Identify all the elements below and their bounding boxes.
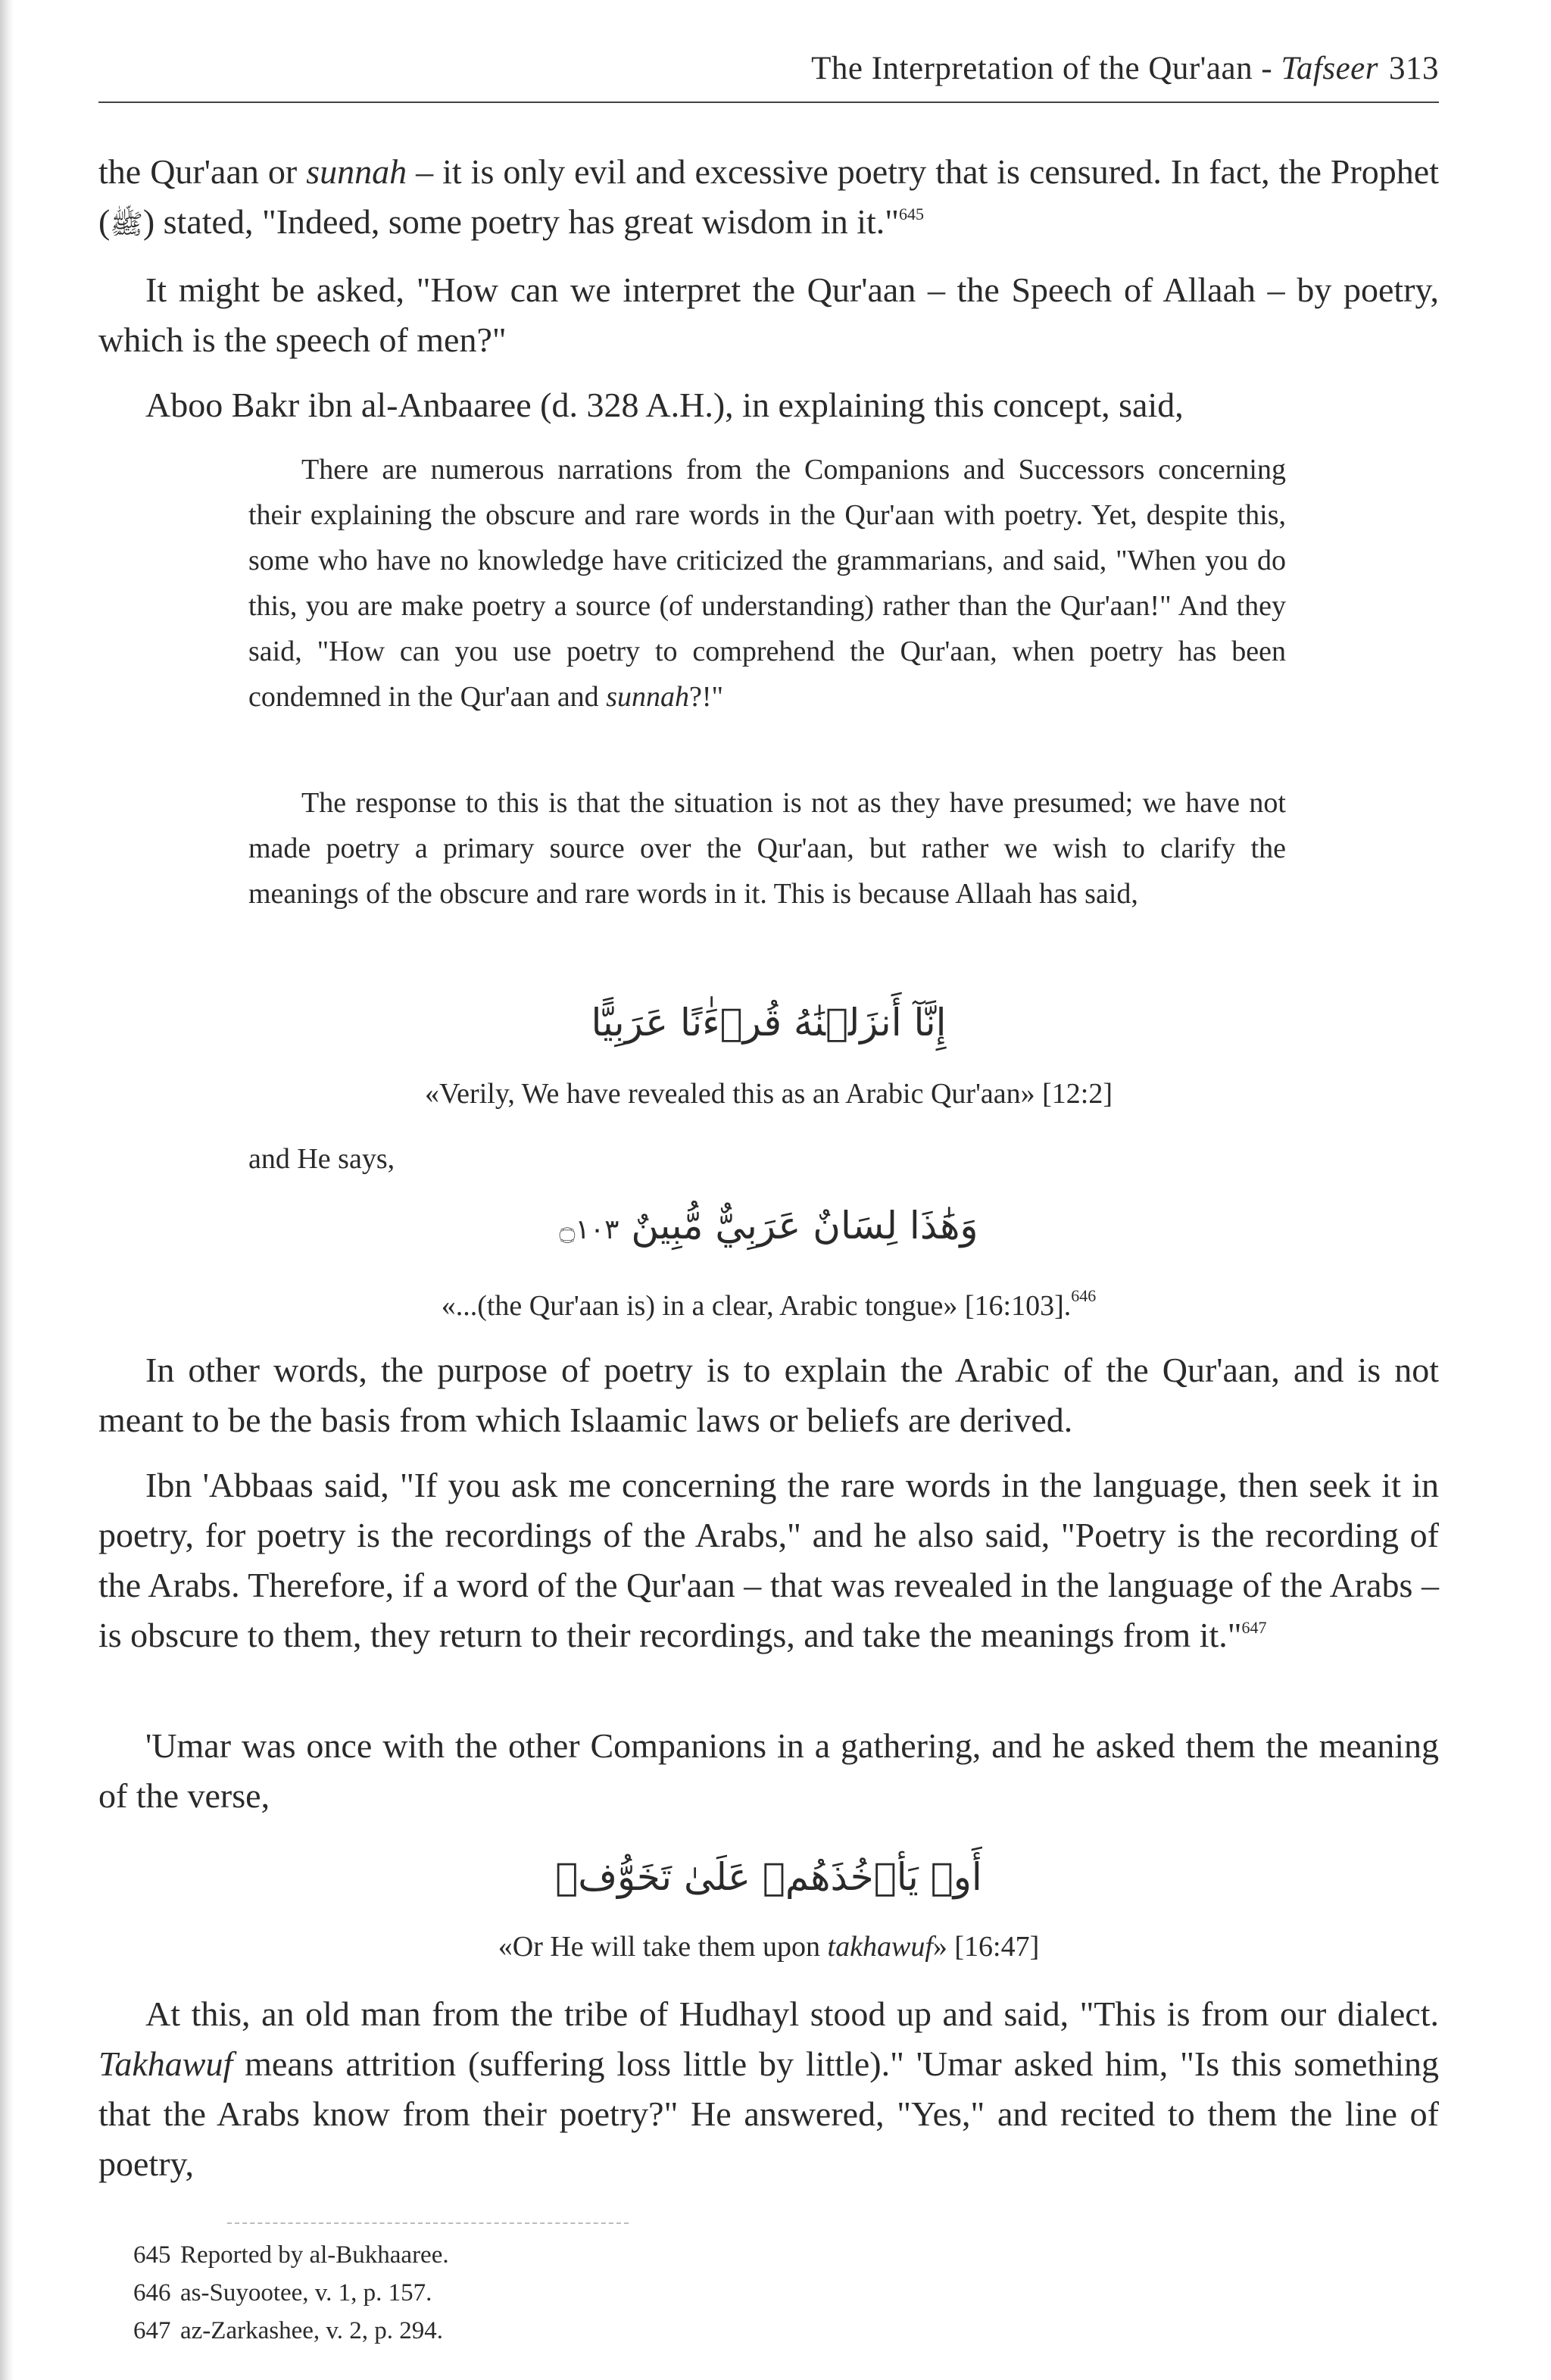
paragraph-7 [98,1989,1439,2189]
footnote-ref-646: 646 [1071,1286,1097,1305]
footnote-number: 646 [133,2279,171,2307]
block-quote-1-text-a: There are numerous narrations from the Companions and Successors concerning their explaining the obscure and rare words in the Qur'aan with poetry. Yet, despite this, some who have no knowledge have criticized the grammarians, and said, "When you do this, you are make poetry a source (of understanding) rather than the Qur'aan!" And they said, "How can you use poetry to comprehend the Qur'aan, when poetry has been condemned in the Qur'aan and [248,454,1286,713]
header-rule [98,102,1439,103]
paragraph-6: 'Umar was once with the other Companions in a gathering, and he asked them the meaning of the verse, [98,1726,1439,1815]
page-number: 313 [1389,51,1439,86]
arabic-verse-16-103 [98,1195,1439,1260]
verse-caption-16-103 [98,1285,1439,1327]
footnote-647 [133,2312,1269,2350]
arabic-verse-16-47: أَوۡ يَأۡخُذَهُمۡ عَلَىٰ تَخَوُّفٖ [555,1855,982,1899]
verse-caption-16-47-italic: takhawuf [827,1931,933,1963]
salutation-glyph: ﷺ [110,209,143,240]
paragraph-1 [98,147,1439,250]
paragraph-7-text-a: At this, an old man from the tribe of Hudhayl stood up and said, "This is from our dialect. [145,1994,1439,2033]
paragraph-4: In other words, the purpose of poetry is to explain the Arabic of the Qur'aan, and is not meant to be the basis from which Islaamic laws or beliefs are derived. [98,1351,1439,1439]
paragraph-1-text-c: – it is only evil and excessive poetry that is censured. In fact, the Prophet ( [98,152,1439,241]
verse-caption-16-103-text: «...(the Qur'aan is) in a clear, Arabic tongue» [16:103]. [441,1290,1072,1322]
running-header [98,50,1439,95]
block-quote-1-text-c: ?!" [688,681,724,713]
paragraph-1-italic-sunnah: sunnah [306,152,407,191]
footnote-number: 647 [133,2317,171,2344]
paragraph-1-text-e: ) stated, "Indeed, some poetry has great wisdom in it." [142,202,900,241]
footnote-645 [133,2236,1269,2274]
verse-caption-16-47 [98,1926,1439,1968]
verse-end-mark: ۝١٠٣ [559,1214,619,1245]
footnote-text: Reported by al-Bukhaaree. [180,2241,449,2269]
and-he-says: and He says, [248,1143,395,1175]
verse-caption-16-47-text-a: «Or He will take them upon [498,1931,828,1963]
paragraph-5 [98,1460,1439,1660]
header-title-italic: Tafseer [1281,51,1378,86]
paragraph-5-text: Ibn 'Abbaas said, "If you ask me concerning the rare words in the language, then seek it in poetry, for poetry is the recordings of the Arabs," and he also said, "Poetry is the recording of the Arabs. Therefore, if a word of the Qur'aan – that was revealed in the language of the Arabs – is obscure to them, they return to their recordings, and take the meanings from it." [98,1466,1439,1654]
paragraph-1-text-a: the Qur'aan or [98,152,307,191]
paragraph-3: Aboo Bakr ibn al-Anbaaree (d. 328 A.H.), in explaining this concept, said, [145,386,1184,424]
footnotes [133,2236,1269,2350]
verse-caption-12-2: «Verily, We have revealed this as an Arabic Qur'aan» [12:2] [424,1078,1113,1110]
footnote-ref-647: 647 [1241,1618,1267,1637]
footnote-646 [133,2274,1269,2312]
footnote-text: az-Zarkashee, v. 2, p. 294. [180,2317,443,2344]
footnote-ref-645: 645 [899,205,925,223]
page-gutter-shadow [0,0,14,2380]
block-quote-2: The response to this is that the situation is not as they have presumed; we have not made poetry a primary source over the Qur'aan, but rather we wish to clarify the meanings of the obscure and rare words in it. This is because Allaah has said, [248,787,1286,910]
paragraph-7-italic-takhawuf: Takhawuf [98,2044,233,2083]
footnote-separator [227,2222,629,2224]
header-title: The Interpretation of the Qur'aan - [811,51,1281,86]
paragraph-7-text-c: means attrition (suffering loss little by little)." 'Umar asked him, "Is this something that the Arabs know from their poetry?" He answered, "Yes," and recited to them the line of poetry, [98,2044,1439,2183]
footnote-text: as-Suyootee, v. 1, p. 157. [180,2279,432,2307]
footnote-number: 645 [133,2241,171,2269]
paragraph-2: It might be asked, "How can we interpret the Qur'aan – the Speech of Allaah – by poetry, which is the speech of men?" [98,270,1439,359]
block-quote-1-italic-sunnah: sunnah [606,681,689,713]
arabic-verse-16-103-text: وَهَٰذَا لِسَانٌ عَرَبِيٌّ مُّبِينٌ [631,1204,978,1248]
verse-caption-16-47-text-c: » [16:47] [932,1931,1040,1963]
block-quote-1 [248,447,1286,720]
arabic-verse-12-2: إِنَّآ أَنزَلۡنَٰهُ قُرۡءَٰنًا عَرَبِيًّا [591,1001,947,1045]
